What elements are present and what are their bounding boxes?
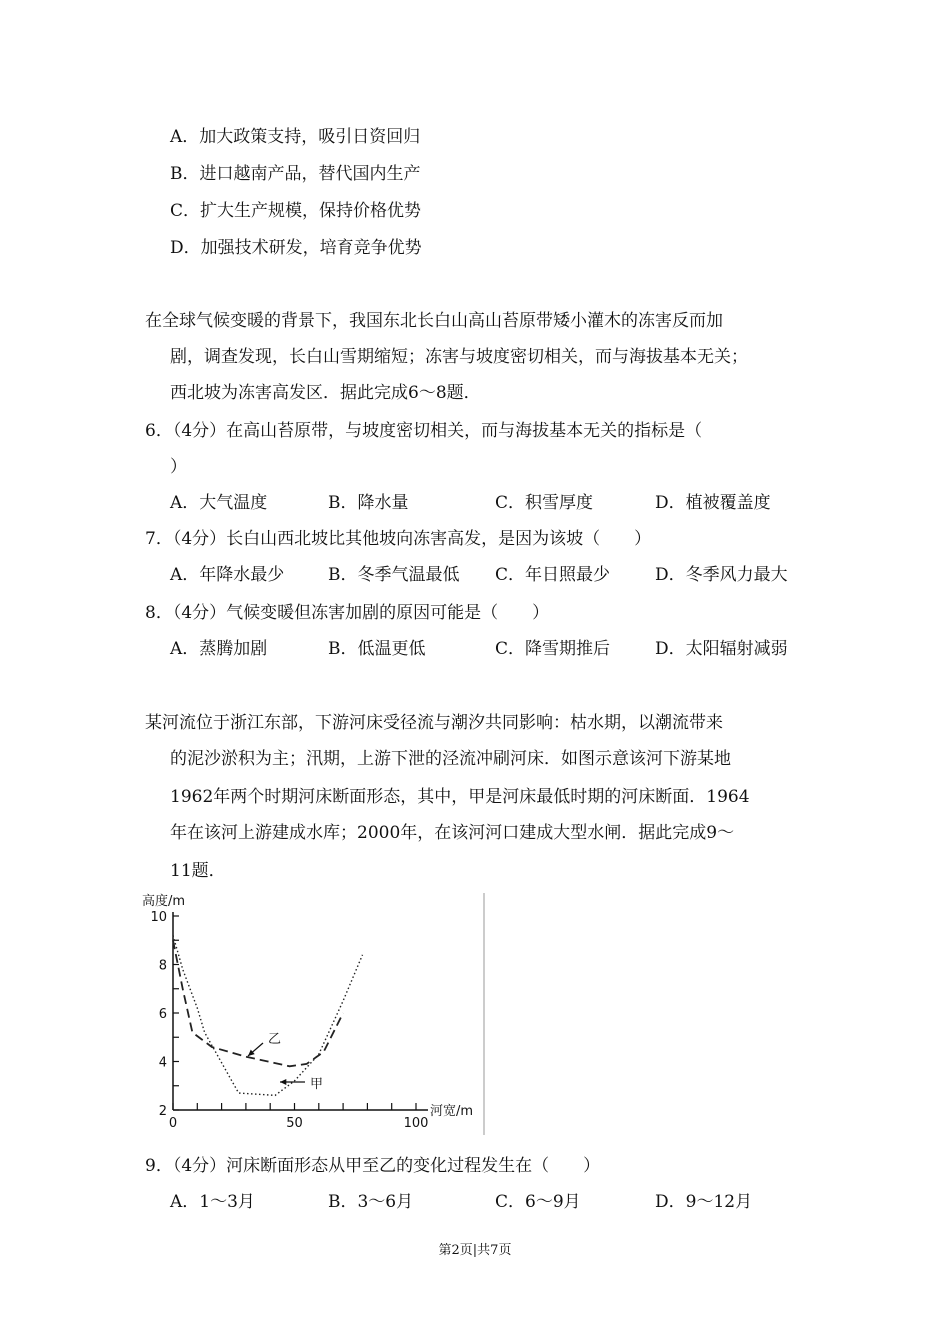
- q9-option-b: B．3～6月: [328, 1192, 414, 1212]
- q9-stem: 9．（4分）河床断面形态从甲至乙的变化过程发生在（ ）: [145, 1156, 601, 1176]
- q9-option-a: A．1～3月: [170, 1192, 255, 1212]
- q6-option-d: D．植被覆盖度: [655, 493, 771, 513]
- x-tick-label: 50: [286, 1116, 303, 1131]
- q7-option-b: B．冬季气温最低: [328, 565, 460, 585]
- passage2-line3: 1962年两个时期河床断面形态，其中，甲是河床最低时期的河床断面．1964: [170, 787, 750, 807]
- q8-stem: 8．（4分）气候变暖但冻害加剧的原因可能是（ ）: [145, 603, 550, 623]
- series-line-jia: [173, 935, 363, 1095]
- q6-stem-close: ）: [170, 457, 187, 477]
- y-tick-label: 2: [158, 1104, 167, 1119]
- passage2-line2: 的泥沙淤积为主；汛期，上游下泄的泾流冲刷河床．如图示意该河下游某地: [170, 749, 731, 769]
- y-tick-label: 10: [150, 910, 167, 925]
- passage1-line2: 剧，调查发现，长白山雪期缩短；冻害与坡度密切相关，而与海拔基本无关；: [170, 347, 748, 367]
- q7-option-a: A．年降水最少: [170, 565, 285, 585]
- q7-option-c: C．年日照最少: [495, 565, 611, 585]
- prev-option-b: B．进口越南产品，替代国内生产: [170, 164, 421, 184]
- q9-option-c: C．6～9月: [495, 1192, 581, 1212]
- prev-option-a: A．加大政策支持，吸引日资回归: [170, 127, 421, 147]
- riverbed-cross-section-chart: [140, 885, 500, 1140]
- prev-option-d: D．加强技术研发，培育竞争优势: [170, 238, 422, 258]
- q6-option-a: A．大气温度: [170, 493, 268, 513]
- x-tick-label: 100: [403, 1116, 429, 1131]
- passage2-line1: 某河流位于浙江东部，下游河床受径流与潮汐共同影响：枯水期，以潮流带来: [145, 713, 723, 733]
- passage1-line1: 在全球气候变暖的背景下，我国东北长白山高山苔原带矮小灌木的冻害反而加: [145, 311, 723, 331]
- series-label-yi: 乙: [268, 1032, 282, 1047]
- q6-option-c: C．积雪厚度: [495, 493, 594, 513]
- prev-option-c: C．扩大生产规模，保持价格优势: [170, 201, 422, 221]
- passage2-line5: 11题．: [170, 861, 226, 881]
- q7-stem: 7．（4分）长白山西北坡比其他坡向冻害高发，是因为该坡（ ）: [145, 529, 652, 549]
- y-tick-label: 4: [158, 1055, 167, 1071]
- y-tick-label: 6: [158, 1007, 167, 1022]
- series-label-jia: 甲: [310, 1077, 324, 1092]
- q7-option-d: D．冬季风力最大: [655, 565, 788, 585]
- y-axis-label: 高度/m: [142, 894, 186, 909]
- passage1-line3: 西北坡为冻害高发区．据此完成6～8题．: [170, 383, 481, 403]
- q9-option-d: D．9～12月: [655, 1192, 753, 1212]
- page-footer: 第2页|共7页: [438, 1243, 512, 1258]
- q8-option-a: A．蒸腾加剧: [170, 639, 268, 659]
- x-axis-label: 河宽/m: [430, 1104, 474, 1119]
- y-tick-label: 8: [158, 958, 167, 974]
- q8-option-b: B．低温更低: [328, 639, 426, 659]
- x-tick-label: 0: [168, 1116, 178, 1131]
- passage2-line4: 年在该河上游建成水库；2000年，在该河河口建成大型水闸．据此完成9～: [170, 823, 735, 843]
- q8-option-c: C．降雪期推后: [495, 639, 611, 659]
- q6-stem: 6．（4分）在高山苔原带，与坡度密切相关，而与海拔基本无关的指标是（: [145, 421, 703, 441]
- q8-option-d: D．太阳辐射减弱: [655, 639, 788, 659]
- series-label-arrowhead-jia: [280, 1079, 286, 1085]
- q6-option-b: B．降水量: [328, 493, 409, 513]
